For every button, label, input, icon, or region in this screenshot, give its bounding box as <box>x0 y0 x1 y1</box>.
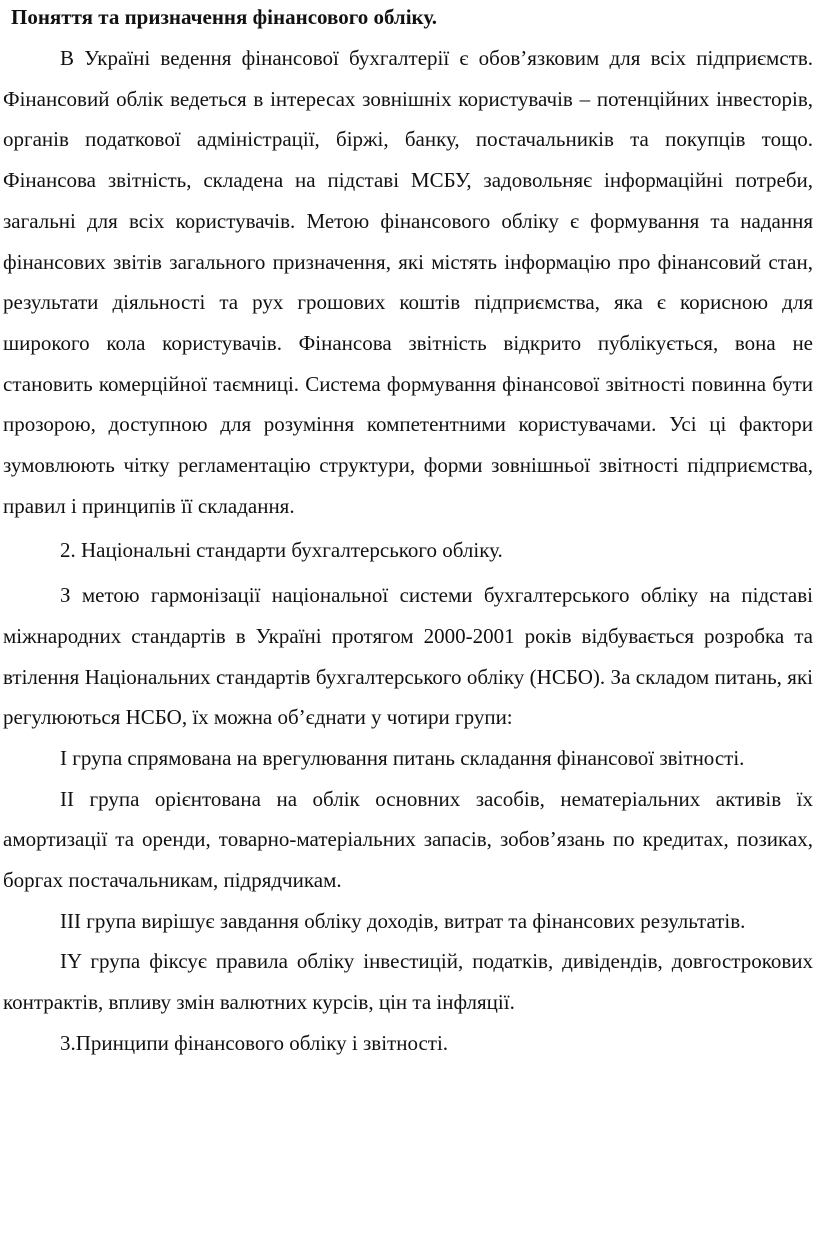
paragraph-group-1: І група спрямована на врегулювання питань складання фінансової звітності. <box>60 745 745 770</box>
section-heading-national-standards: 2. Національні стандарти бухгалтерського обліку. <box>60 538 503 563</box>
page-title: Поняття та призначення фінансового обліку. <box>11 5 437 29</box>
paragraph-group-4: ІY група фіксує правила обліку інвестицій, податків, дивідендів, довгострокових контрактів, впливу змін валютних курсів, цін та інфляції. <box>3 949 813 1015</box>
paragraph-group-3: ІІІ група вирішує завдання обліку доходів, витрат та фінансових результатів. <box>60 908 746 933</box>
section-heading-principles: 3.Принципи фінансового обліку і звітності. <box>60 1030 449 1055</box>
paragraph-harmonization: З метою гармонізації національної системи бухгалтерського обліку на підставі міжнародних стандартів в Україні протягом 2000-2001 років відбувається розробка та втілення Національних стандартів бухгалтерського обліку (НСБО). За складом питань, які регулюються НСБО, їх можна об’єднати у чотири групи: <box>3 583 813 730</box>
paragraph-financial-accounting: В Україні ведення фінансової бухгалтерії є обов’язковим для всіх підприємств. Фінансовий облік ведеться в інтересах зовнішніх користувачів – потенційних інвесторів, органів податкової адміністрації, біржі, банку, постачальників та покупців тощо. Фінансова звітність, складена на підставі МСБУ, задовольняє інформаційні потреби, загальні для всіх користувачів. Метою фінансового обліку є формування та надання фінансових звітів загального призначення, які містять інформацію про фінансовий стан, результати діяльності та рух грошових коштів підприємства, яка є корисною для широкого кола користувачів. Фінансова звітність відкрито публікується, вона не становить комерційної таємниці. Система формування фінансової звітності повинна бути прозорою, доступною для розуміння компетентними користувачами. Усі ці фактори зумовлюють чітку регламентацію структури, форми зовнішньої звітності підприємства, правил і принципів її складання. <box>3 46 813 518</box>
paragraph-group-2: ІІ група орієнтована на облік основних засобів, нематеріальних активів їх амортизації та оренди, товарно-матеріальних запасів, зобов’язань по кредитах, позиках, боргах постачальникам, підрядчикам. <box>3 786 813 893</box>
